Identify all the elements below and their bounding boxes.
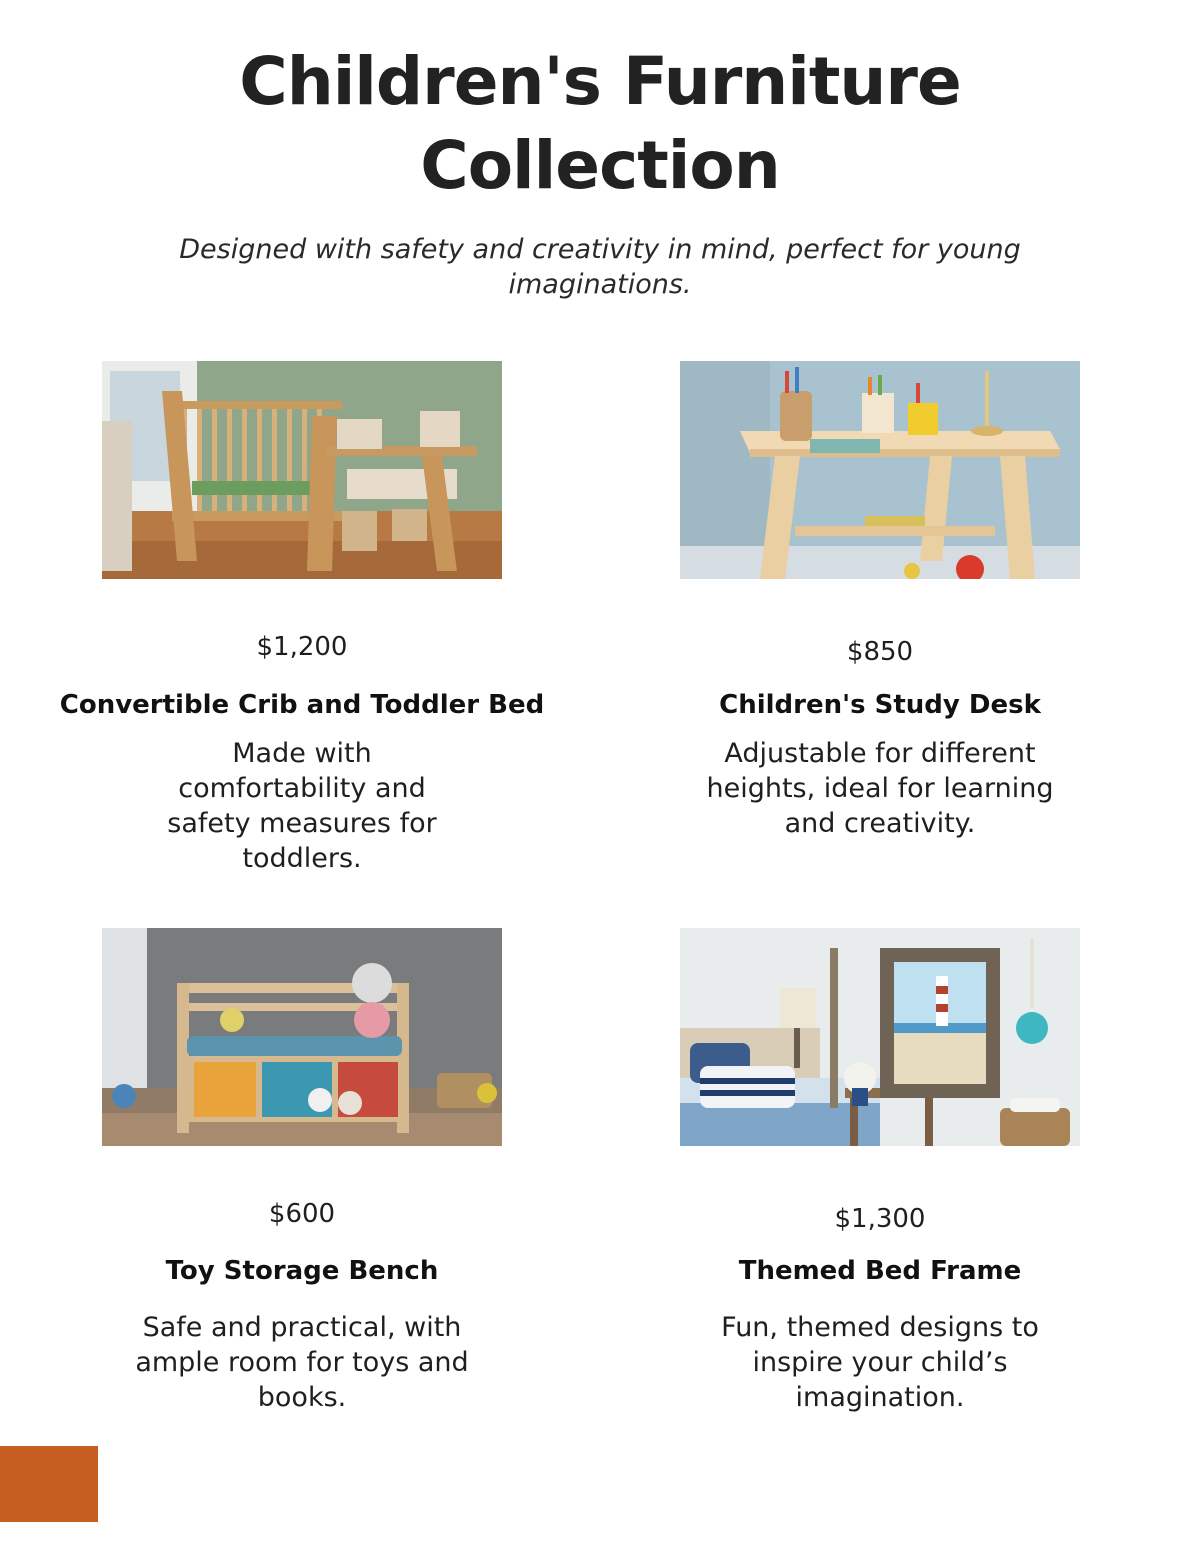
product-description: Safe and practical, with ample room for toys and books. — [135, 1312, 469, 1413]
crib-photo — [102, 361, 502, 579]
page-title: Children's Furniture Collection — [239, 43, 961, 204]
product-name: Children's Study Desk — [719, 690, 1041, 720]
product-price: $850 — [846, 637, 914, 667]
bench-photo — [102, 928, 502, 1146]
product-name: Convertible Crib and Toddler Bed — [59, 690, 545, 720]
bed-frame-photo — [680, 928, 1080, 1146]
product-name: Themed Bed Frame — [738, 1256, 1022, 1286]
accent-block — [0, 1446, 98, 1522]
product-description: Adjustable for different heights, ideal for learning and creativity. — [706, 738, 1054, 839]
product-description: Made with comfortability and safety measures for toddlers. — [167, 738, 437, 874]
page-subtitle: Designed with safety and creativity in mind, perfect for young imaginations. — [179, 234, 1021, 300]
product-description: Fun, themed designs to inspire your child’s imagination. — [721, 1312, 1039, 1413]
product-price: $600 — [268, 1199, 336, 1229]
product-name: Toy Storage Bench — [165, 1256, 439, 1286]
product-price: $1,200 — [256, 632, 348, 662]
product-price: $1,300 — [834, 1204, 926, 1234]
desk-photo — [680, 361, 1080, 579]
